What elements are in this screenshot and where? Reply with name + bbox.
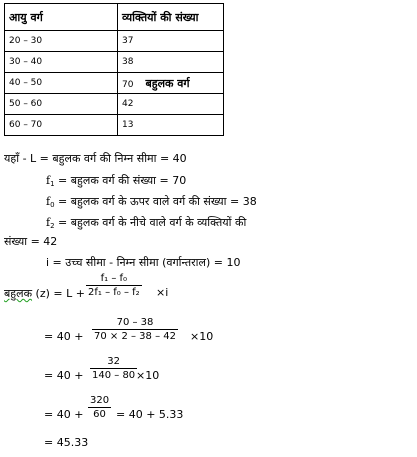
f1-symbol: f bbox=[46, 174, 51, 187]
age-range-cell: 60 – 70 bbox=[5, 115, 118, 136]
age-range-cell: 50 – 60 bbox=[5, 94, 118, 115]
step-3-tail: = 40 + 5.33 bbox=[116, 408, 184, 421]
mode-word: बहुलक bbox=[4, 287, 33, 300]
step-3-prefix: = 40 + bbox=[44, 408, 84, 421]
count-cell: 38 bbox=[118, 52, 224, 73]
f1-subscript: 1 bbox=[50, 180, 55, 188]
step-1-prefix: = 40 + bbox=[44, 330, 84, 343]
f2-symbol: f bbox=[46, 216, 51, 229]
table-row bbox=[5, 52, 224, 73]
mode-formula-lhs bbox=[4, 286, 85, 301]
age-range-cell: 40 – 50 bbox=[5, 73, 118, 94]
fraction-denominator: 70 × 2 – 38 – 42 bbox=[94, 331, 176, 342]
mode-formula-tail: ×i bbox=[156, 286, 169, 299]
step-1-fraction bbox=[92, 317, 178, 342]
count-cell: 37 bbox=[118, 31, 224, 52]
count-cell: 42 bbox=[118, 94, 224, 115]
step-2-fraction bbox=[90, 356, 137, 381]
f0-symbol: f bbox=[46, 195, 51, 208]
step-3-fraction bbox=[88, 395, 111, 420]
age-range-cell: 20 – 30 bbox=[5, 31, 118, 52]
fraction-denominator: 60 bbox=[93, 409, 106, 420]
fraction-denominator: 140 – 80 bbox=[92, 370, 136, 381]
step-2-tail: ×10 bbox=[136, 369, 160, 382]
header-age-class: आयु वर्ग bbox=[5, 4, 118, 31]
frequency-table bbox=[4, 3, 224, 136]
table-row bbox=[5, 94, 224, 115]
definition-f2-continued: संख्या = 42 bbox=[4, 235, 58, 248]
definition-f2 bbox=[46, 215, 246, 230]
definition-f1 bbox=[46, 173, 186, 188]
f2-subscript: 2 bbox=[50, 222, 55, 230]
fraction-numerator: 32 bbox=[107, 356, 120, 367]
fraction-numerator: 320 bbox=[90, 395, 110, 406]
final-result: = 45.33 bbox=[44, 436, 89, 449]
mode-lhs-rest: (z) = L + bbox=[32, 287, 85, 300]
f2-text: = बहुलक वर्ग के नीचे वाले वर्ग के व्यक्तियों की bbox=[54, 216, 247, 229]
modal-class-label: बहुलक वर्ग bbox=[145, 76, 190, 90]
definition-L: यहाँ - L = बहुलक वर्ग की निम्न सीमा = 40 bbox=[4, 152, 187, 165]
table-row bbox=[5, 31, 224, 52]
fraction-numerator: 70 – 38 bbox=[116, 317, 154, 328]
definition-i: i = उच्च सीमा - निम्न सीमा (वर्गान्तराल) = 10 bbox=[46, 256, 241, 269]
f0-subscript: 0 bbox=[50, 201, 55, 209]
step-2-prefix: = 40 + bbox=[44, 369, 84, 382]
count-value: 70 bbox=[122, 79, 134, 90]
step-1-tail: ×10 bbox=[190, 330, 214, 343]
header-people-count: व्यक्तियों की संख्या bbox=[118, 4, 224, 31]
f0-text: = बहुलक वर्ग के ऊपर वाले वर्ग की संख्या = 38 bbox=[54, 195, 257, 208]
mode-formula-fraction bbox=[86, 273, 142, 298]
fraction-denominator: 2f₁ – f₀ – f₂ bbox=[88, 287, 140, 298]
fraction-numerator: f₁ – f₀ bbox=[100, 273, 128, 284]
count-cell bbox=[118, 73, 224, 94]
table-row bbox=[5, 115, 224, 136]
count-cell: 13 bbox=[118, 115, 224, 136]
table-row bbox=[5, 73, 224, 94]
table-header-row bbox=[5, 4, 224, 31]
age-range-cell: 30 – 40 bbox=[5, 52, 118, 73]
definition-f0 bbox=[46, 194, 257, 209]
f1-text: = बहुलक वर्ग की संख्या = 70 bbox=[54, 174, 187, 187]
